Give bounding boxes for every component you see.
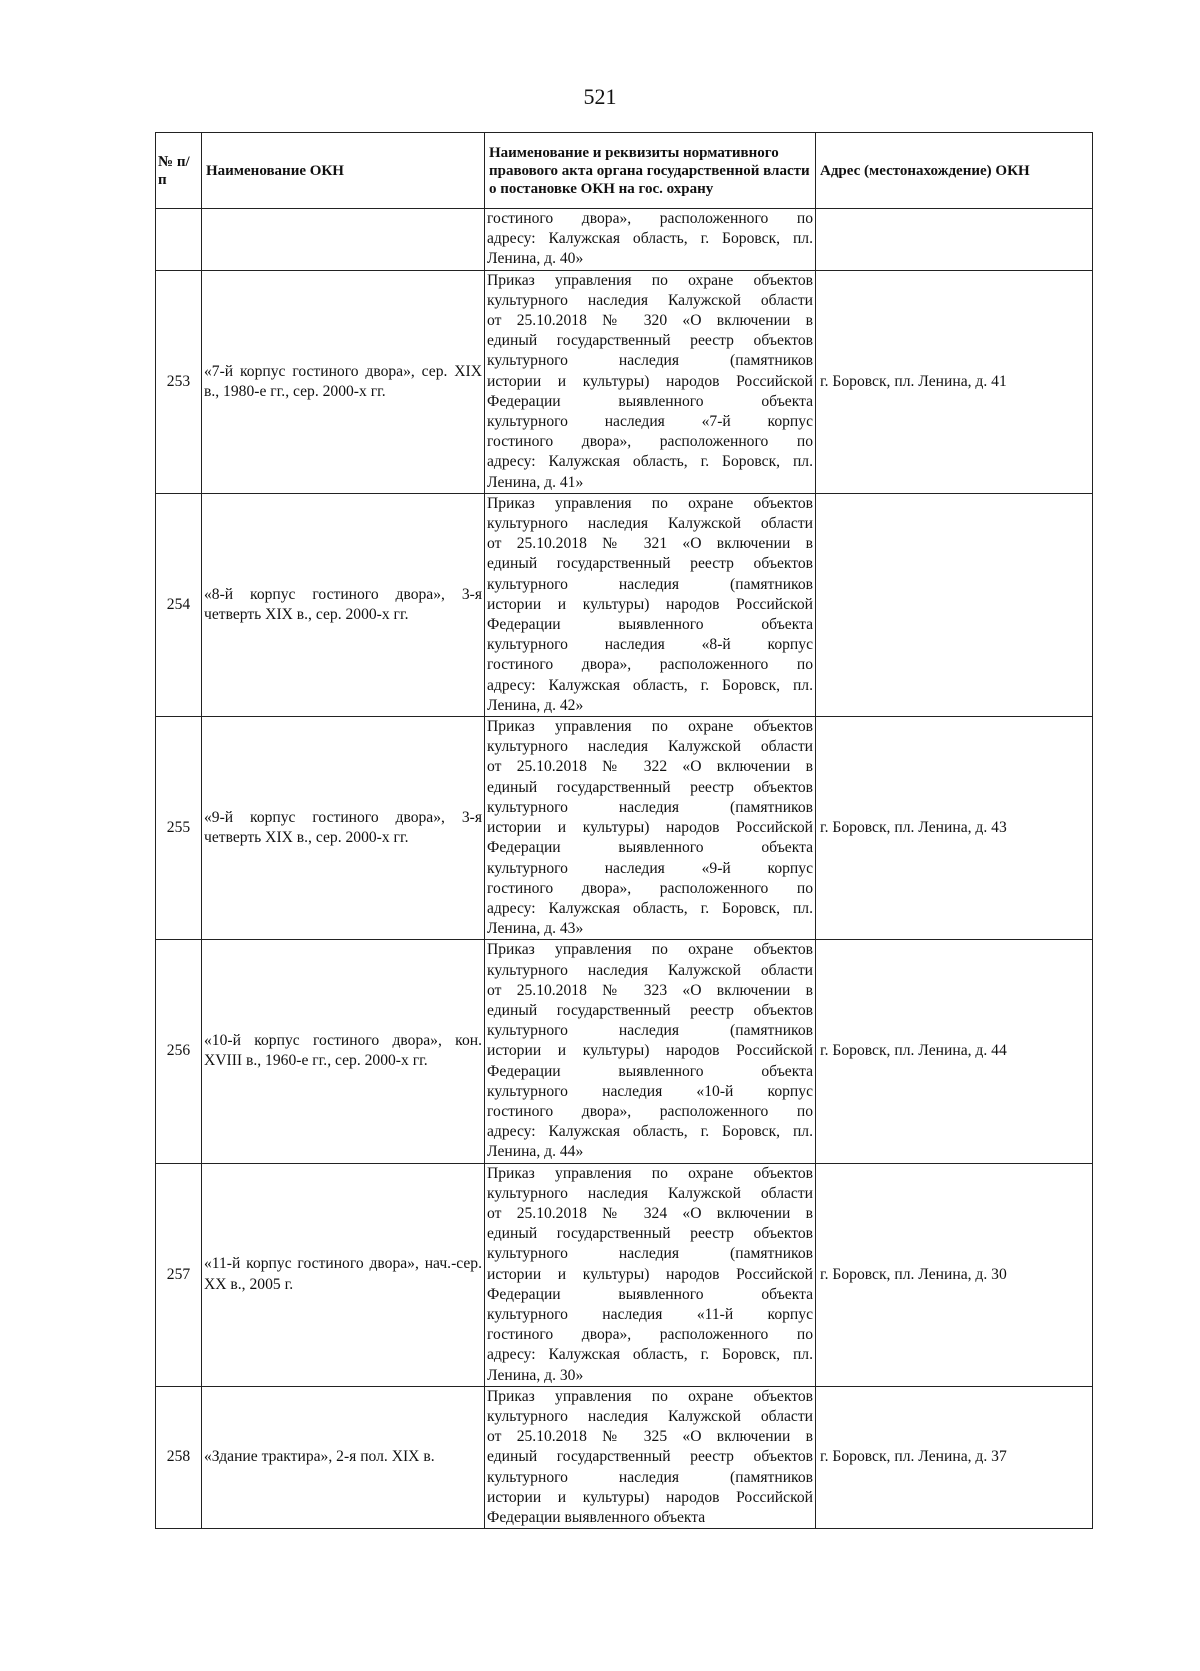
act-text-line: от 25.10.2018 № 320 «О включении в [487, 312, 813, 330]
heritage-object-address: г. Боровск, пл. Ленина, д. 41 [816, 270, 1093, 493]
legal-act-cell [485, 1163, 816, 1386]
act-text-line: адресу: Калужская область, г. Боровск, пл. [487, 453, 813, 471]
act-text-line: Ленина, д. 41» [487, 473, 584, 491]
act-text-line: Ленина, д. 30» [487, 1366, 584, 1384]
act-text-line: Федерации выявленного объекта [487, 1062, 813, 1080]
act-text-line: единый государственный реестр объектов [487, 1225, 813, 1243]
act-text-line: истории и культуры) народов Российской [487, 1488, 813, 1506]
act-text-line: единый государственный реестр объектов [487, 778, 813, 796]
act-text-line: истории и культуры) народов Российской [487, 1265, 813, 1283]
heritage-registry-table [155, 132, 1093, 1529]
act-text-line: Ленина, д. 43» [487, 920, 584, 938]
act-text-line: Федерации выявленного объекта [487, 839, 813, 857]
act-text-line: культурного наследия (памятников [487, 575, 813, 593]
table-row [156, 940, 1093, 1163]
header-name: Наименование ОКН [202, 133, 485, 209]
header-act: Наименование и реквизиты нормативного правового акта органа государственной власти о постановке ОКН на гос. охрану [485, 133, 816, 209]
act-text-line: единый государственный реестр объектов [487, 1001, 813, 1019]
act-text-line: Федерации выявленного объекта [487, 392, 813, 410]
table-row [156, 1386, 1093, 1528]
table-row [156, 717, 1093, 940]
row-number: 255 [156, 717, 202, 940]
act-text-line: культурного наследия «8-й корпус [487, 636, 813, 654]
continuation-row [156, 209, 1093, 271]
act-text-line: истории и культуры) народов Российской [487, 372, 813, 390]
act-text-line: гостиного двора», расположенного по [487, 210, 813, 227]
act-text-line: гостиного двора», расположенного по [487, 433, 813, 451]
heritage-object-name: «8-й корпус гостиного двора», 3-я четверть XIX в., сер. 2000-х гг. [202, 493, 485, 716]
act-text-line: культурного наследия «9-й корпус [487, 859, 813, 877]
act-text-line: культурного наследия (памятников [487, 1468, 813, 1486]
act-text-line: Ленина, д. 40» [487, 250, 584, 268]
heritage-object-name: «10-й корпус гостиного двора», кон. XVIII в., 1960-е гг., сер. 2000-х гг. [202, 940, 485, 1163]
act-text-line: Приказ управления по охране объектов [487, 494, 813, 512]
act-text-line: единый государственный реестр объектов [487, 332, 813, 350]
legal-act-cell [485, 940, 816, 1163]
act-text-line: культурного наследия (памятников [487, 798, 813, 816]
act-text-line: от 25.10.2018 № 324 «О включении в [487, 1204, 813, 1222]
act-text-line: адресу: Калужская область, г. Боровск, пл. [487, 1123, 813, 1141]
table-row [156, 1163, 1093, 1386]
continuation-act-cell [485, 209, 816, 271]
act-text-line: истории и культуры) народов Российской [487, 595, 813, 613]
continuation-address-cell [816, 209, 1093, 271]
legal-act-cell [485, 1386, 816, 1528]
act-text-line: единый государственный реестр объектов [487, 1448, 813, 1466]
legal-act-cell [485, 717, 816, 940]
act-text-line: Федерации выявленного объекта [487, 1285, 813, 1303]
heritage-object-address [816, 493, 1093, 716]
table-body [156, 209, 1093, 1529]
heritage-object-name: «11-й корпус гостиного двора», нач.-сер. XX в., 2005 г. [202, 1163, 485, 1386]
act-text-line: от 25.10.2018 № 321 «О включении в [487, 535, 813, 553]
act-text-line: от 25.10.2018 № 322 «О включении в [487, 758, 813, 776]
act-text-line: истории и культуры) народов Российской [487, 1042, 813, 1060]
heritage-object-name: «7-й корпус гостиного двора», сер. XIX в., 1980-е гг., сер. 2000-х гг. [202, 270, 485, 493]
row-number: 256 [156, 940, 202, 1163]
heritage-object-name: «9-й корпус гостиного двора», 3-я четверть XIX в., сер. 2000-х гг. [202, 717, 485, 940]
act-text-line: культурного наследия Калужской области [487, 738, 813, 756]
legal-act-cell [485, 493, 816, 716]
act-text-line: истории и культуры) народов Российской [487, 819, 813, 837]
act-text-line: Федерации выявленного объекта [487, 1509, 706, 1526]
continuation-num-cell [156, 209, 202, 271]
act-text-line: Приказ управления по охране объектов [487, 271, 813, 289]
header-num: № п/п [156, 133, 202, 209]
act-text-line: культурного наследия Калужской области [487, 515, 813, 533]
act-text-line: культурного наследия (памятников [487, 352, 813, 370]
act-text-line: культурного наследия Калужской области [487, 1184, 813, 1202]
page-number: 521 [583, 84, 617, 109]
act-text-line: адресу: Калужская область, г. Боровск, пл. [487, 1346, 813, 1364]
continuation-name-cell [202, 209, 485, 271]
table-header-row [156, 133, 1093, 209]
act-text-line: Приказ управления по охране объектов [487, 1387, 813, 1405]
act-text-line: гостиного двора», расположенного по [487, 656, 813, 674]
header-address: Адрес (местонахождение) ОКН [816, 133, 1093, 209]
heritage-object-address: г. Боровск, пл. Ленина, д. 43 [816, 717, 1093, 940]
row-number: 257 [156, 1163, 202, 1386]
act-text-line: Приказ управления по охране объектов [487, 941, 813, 959]
act-text-line: культурного наследия (памятников [487, 1022, 813, 1040]
act-text-line: культурного наследия «11-й корпус [487, 1305, 813, 1323]
act-text-line: культурного наследия (памятников [487, 1245, 813, 1263]
act-text-line: от 25.10.2018 № 325 «О включении в [487, 1428, 813, 1446]
act-text-line: гостиного двора», расположенного по [487, 1102, 813, 1120]
act-text-line: культурного наследия Калужской области [487, 1407, 813, 1425]
act-text-line: адресу: Калужская область, г. Боровск, пл. [487, 676, 813, 694]
act-text-line: культурного наследия «7-й корпус [487, 413, 813, 431]
row-number: 253 [156, 270, 202, 493]
heritage-object-address: г. Боровск, пл. Ленина, д. 44 [816, 940, 1093, 1163]
row-number: 258 [156, 1386, 202, 1528]
heritage-object-name: «Здание трактира», 2-я пол. XIX в. [202, 1386, 485, 1528]
act-text-line: Приказ управления по охране объектов [487, 718, 813, 736]
act-text-line: гостиного двора», расположенного по [487, 879, 813, 897]
legal-act-cell [485, 270, 816, 493]
act-text-line: адресу: Калужская область, г. Боровск, пл. [487, 899, 813, 917]
act-text-line: гостиного двора», расположенного по [487, 1326, 813, 1344]
act-text-line: культурного наследия Калужской области [487, 291, 813, 309]
act-text-line: Ленина, д. 42» [487, 696, 584, 714]
heritage-object-address: г. Боровск, пл. Ленина, д. 37 [816, 1386, 1093, 1528]
act-text-line: культурного наследия «10-й корпус [487, 1082, 813, 1100]
table-row [156, 493, 1093, 716]
act-text-line: культурного наследия Калужской области [487, 961, 813, 979]
act-text-line: от 25.10.2018 № 323 «О включении в [487, 981, 813, 999]
act-text-line: адресу: Калужская область, г. Боровск, пл. [487, 230, 813, 248]
table-row [156, 270, 1093, 493]
act-text-line: Приказ управления по охране объектов [487, 1164, 813, 1182]
heritage-object-address: г. Боровск, пл. Ленина, д. 30 [816, 1163, 1093, 1386]
act-text-line: Ленина, д. 44» [487, 1143, 584, 1161]
act-text-line: единый государственный реестр объектов [487, 555, 813, 573]
act-text-line: Федерации выявленного объекта [487, 616, 813, 634]
row-number: 254 [156, 493, 202, 716]
